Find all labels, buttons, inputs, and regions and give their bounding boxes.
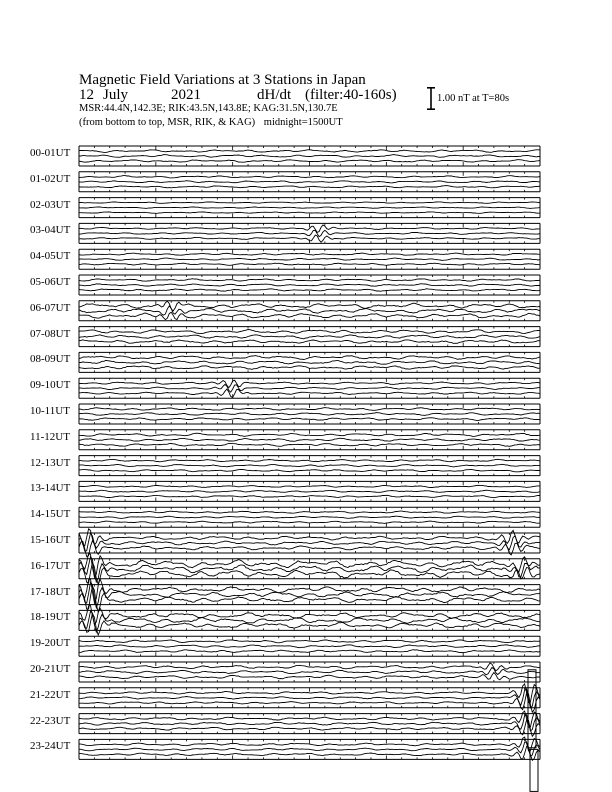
hour-row-label: 04-05UT (30, 250, 71, 263)
date-year: 2021 (171, 87, 201, 103)
trace-msr (79, 289, 540, 292)
trace-kag (79, 459, 540, 462)
hour-row-label: 05-06UT (30, 276, 71, 288)
hour-row-label: 18-19UT (30, 611, 71, 624)
date-day: 12 (79, 87, 94, 103)
hour-row-label: 16-17UT (30, 559, 71, 572)
trace-rik (79, 384, 540, 392)
hour-row-label: 21-22UT (30, 688, 71, 701)
hour-row-label: 08-09UT (30, 353, 71, 366)
trace-msr (79, 418, 540, 421)
hour-row-label: 06-07UT (30, 301, 71, 314)
trace-rik (79, 516, 540, 518)
trace-kag (79, 202, 540, 203)
trace-rik (79, 645, 540, 648)
hour-row-label: 01-02UT (30, 172, 71, 185)
quantity-label: dH/dt (257, 87, 292, 103)
trace-kag (79, 684, 540, 703)
trace-msr (79, 650, 540, 653)
hour-row-label: 02-03UT (30, 198, 71, 211)
trace-msr (79, 186, 540, 188)
trace-rik (79, 155, 540, 158)
hour-row-label: 12-13UT (30, 456, 71, 469)
station-order-note: (from bottom to top, MSR, RIK, & KAG) (79, 117, 256, 128)
trace-msr (79, 613, 540, 635)
trace-rik (79, 438, 540, 441)
trace-kag (79, 485, 540, 487)
trace-kag (79, 330, 540, 334)
hour-row-label: 11-12UT (30, 430, 70, 443)
trace-rik (79, 284, 540, 287)
hour-row-label: 03-04UT (30, 224, 71, 237)
hour-row-label: 20-21UT (30, 663, 71, 675)
trace-kag (79, 150, 540, 153)
trace-msr (79, 521, 540, 523)
hour-row-label: 22-23UT (30, 714, 71, 727)
station-coordinates: MSR:44.4N,142.3E; RIK:43.5N,143.8E; KAG:31.5N,130.7E (79, 103, 338, 114)
trace-msr (79, 160, 540, 163)
trace-rik (79, 490, 540, 492)
trace-kag (79, 176, 540, 178)
trace-kag (79, 606, 540, 625)
hour-row-label: 09-10UT (30, 379, 71, 392)
trace-kag (79, 408, 540, 411)
trace-rik (79, 181, 540, 183)
trace-msr (79, 263, 540, 265)
scale-label: 1.00 nT at T=80s (437, 93, 510, 104)
trace-rik (79, 207, 540, 209)
trace-kag (79, 511, 540, 513)
trace-kag (79, 640, 540, 643)
hour-row-label: 19-20UT (30, 637, 71, 650)
trace-msr (79, 212, 540, 213)
trace-msr (79, 235, 540, 242)
midnight-note: midnight=1500UT (263, 117, 343, 128)
trace-kag (79, 279, 540, 282)
hour-row-label: 00-01UT (30, 147, 71, 159)
trace-rik (79, 335, 540, 339)
hour-row-label: 10-11UT (30, 405, 70, 417)
hour-row-label: 17-18UT (30, 585, 71, 598)
trace-kag (79, 253, 540, 255)
trace-rik (79, 230, 540, 236)
hour-row-label: 13-14UT (30, 482, 71, 495)
trace-msr (79, 693, 540, 712)
trace-rik (79, 258, 540, 260)
trace-rik (79, 413, 540, 416)
hour-row-label: 14-15UT (30, 508, 71, 521)
date-month: July (103, 87, 129, 103)
hour-row-label: 15-16UT (30, 534, 71, 546)
trace-rik (79, 464, 540, 467)
trace-msr (79, 495, 540, 497)
trace-rik (79, 360, 540, 364)
trace-msr (79, 469, 540, 471)
chart-title: Magnetic Field Variations at 3 Stations in Japan (79, 72, 366, 88)
hour-row-label: 07-08UT (30, 327, 71, 340)
hour-row-label: 23-24UT (30, 740, 71, 753)
filter-label: (filter:40-160s) (305, 87, 397, 103)
trace-rik (79, 667, 540, 674)
